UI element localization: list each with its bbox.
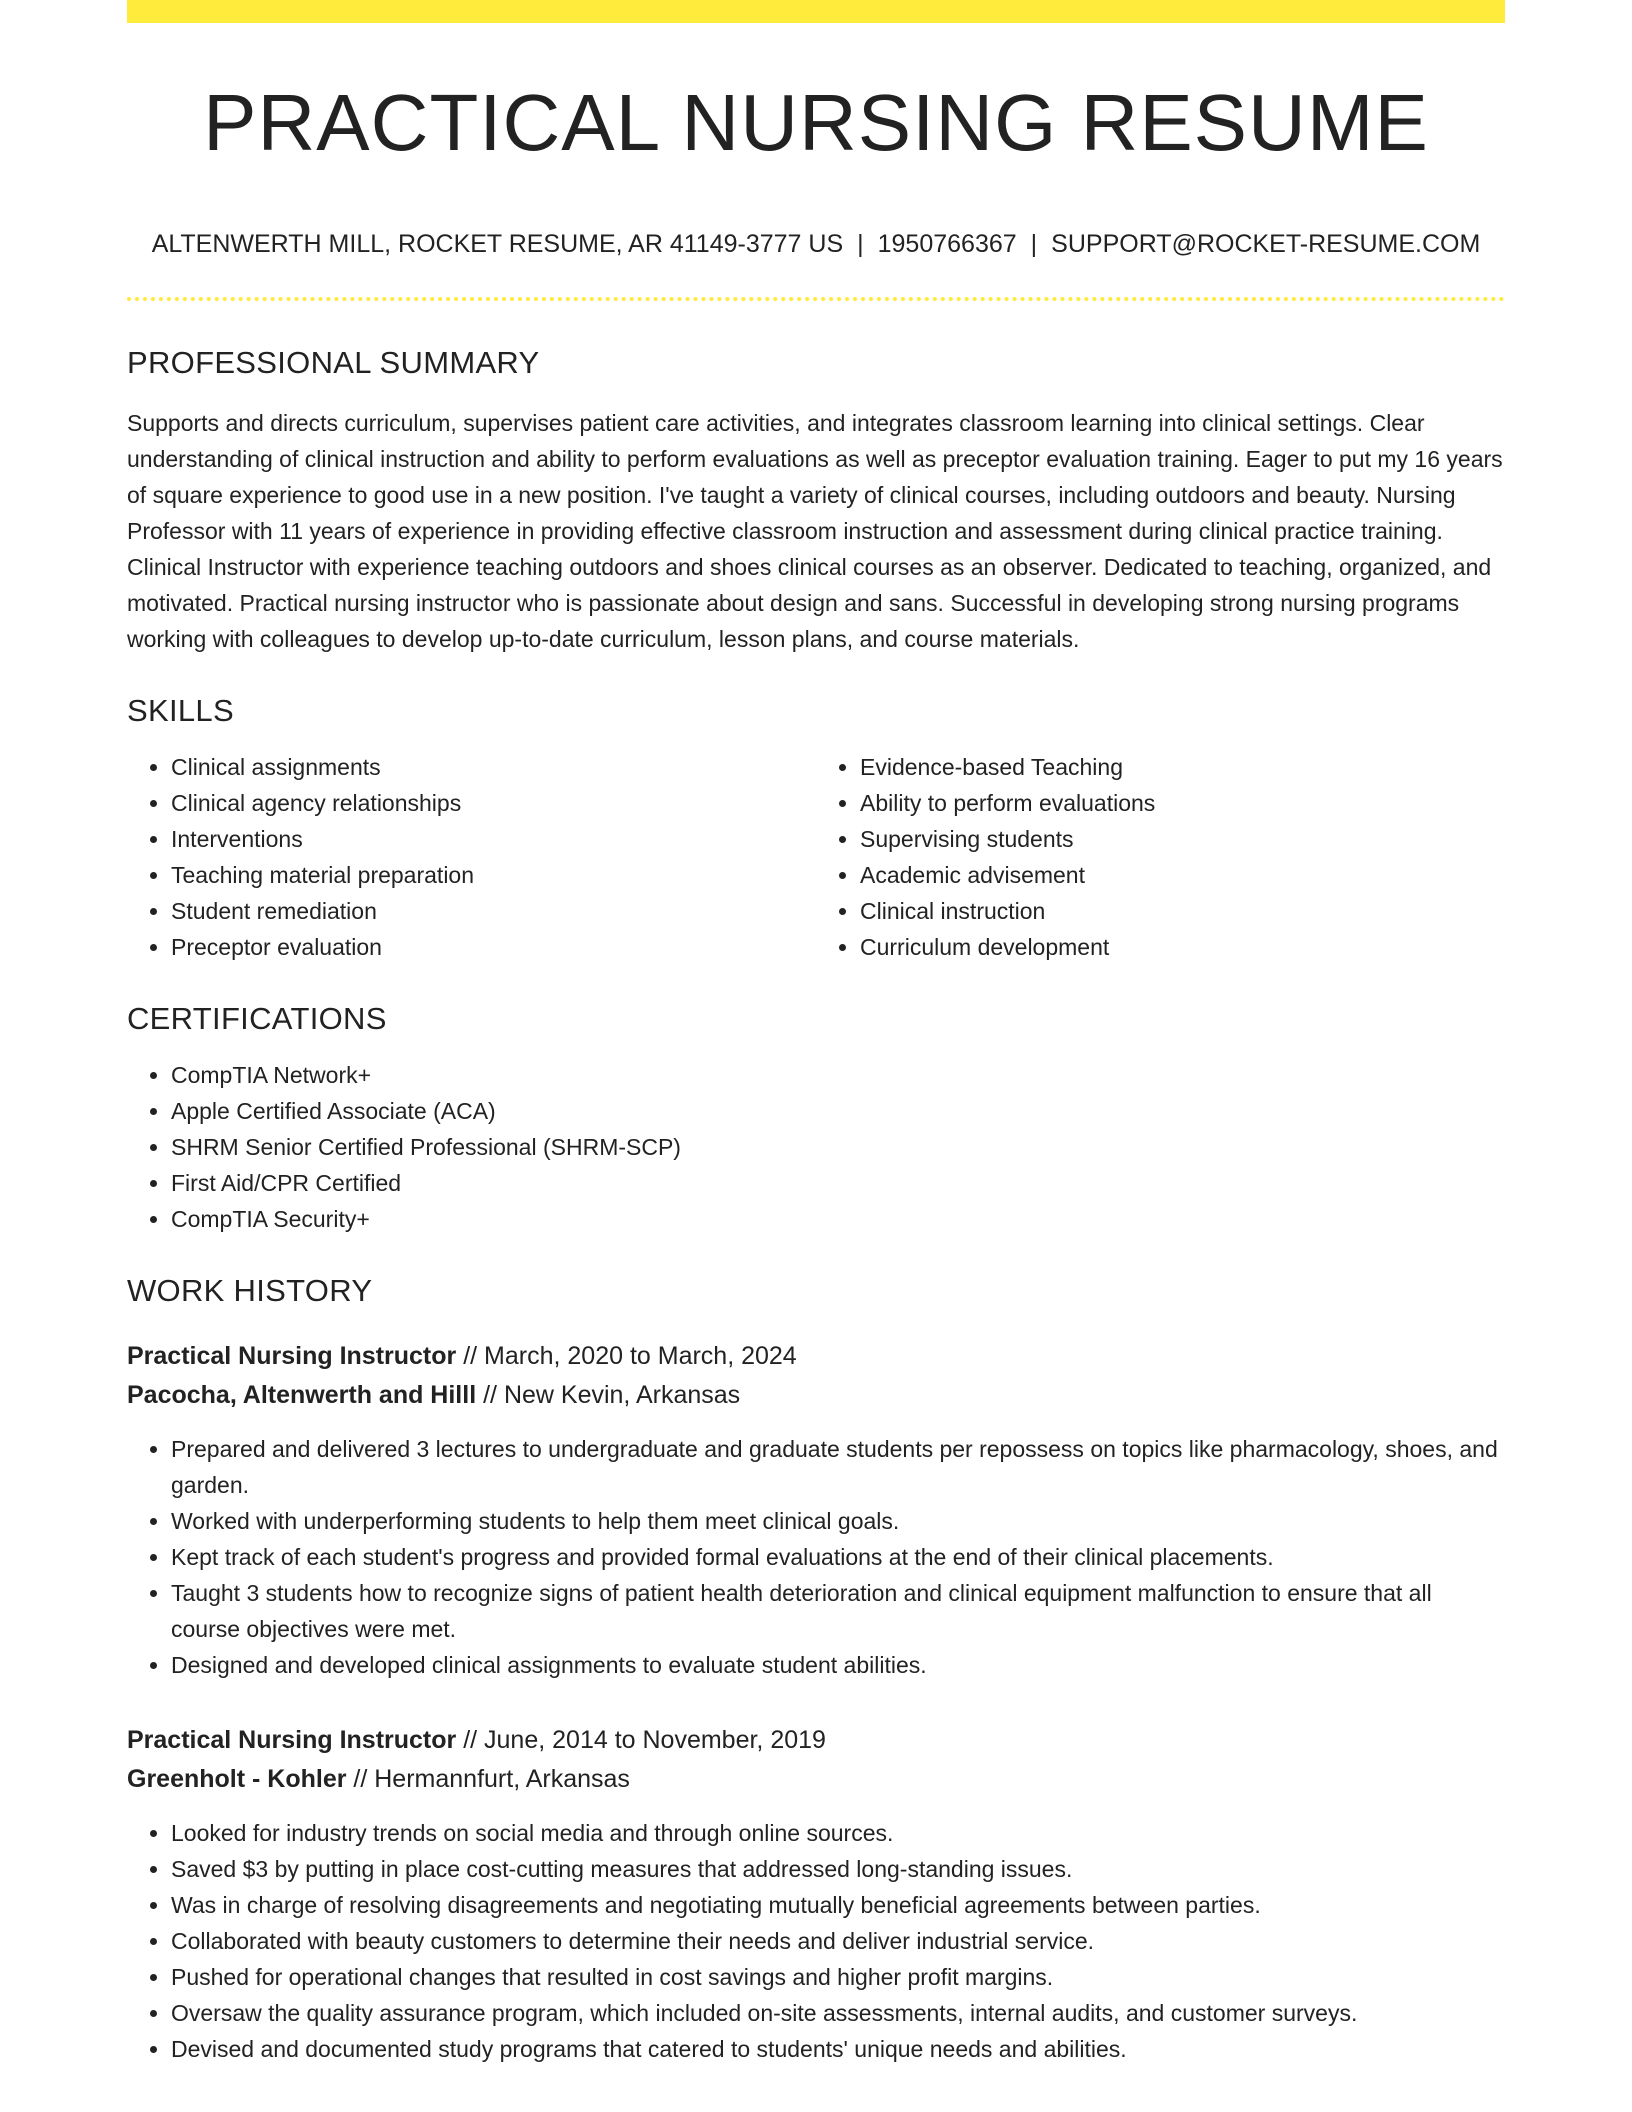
- skills-columns: [127, 729, 1505, 965]
- job-bullet: • Prepared and delivered 3 lectures to undergraduate and graduate students per repossess on topics like pharmacology, shoes, and garden.: [171, 1431, 1505, 1503]
- summary-heading: PROFESSIONAL SUMMARY: [127, 345, 540, 380]
- contact-email[interactable]: SUPPORT@ROCKET-RESUME.COM: [1051, 230, 1481, 258]
- skill-item: • Teaching material preparation: [171, 857, 816, 893]
- job-location: // New Kevin, Arkansas: [476, 1381, 741, 1409]
- skill-item: • Academic advisement: [860, 857, 1505, 893]
- header-divider: [127, 297, 1505, 301]
- skill-item: • Interventions: [171, 821, 816, 857]
- job-bullet: • Kept track of each student's progress and provided formal evaluations at the end of their clinical placements.: [171, 1539, 1505, 1575]
- skills-heading: SKILLS: [127, 693, 234, 728]
- skills-list-right: [816, 749, 1505, 965]
- job-company: Pacocha, Altenwerth and Hilll: [127, 1381, 477, 1409]
- skill-item: • Ability to perform evaluations: [860, 785, 1505, 821]
- summary-text: Supports and directs curriculum, supervises patient care activities, and integrates classroom learning into clinical settings. Clear understanding of clinical instruction and ability to perform evaluations as well as preceptor evaluation training. Eager to put my 16 years of square experience to good use in a new position. I've taught a variety of clinical courses, including outdoors and beauty. Nursing Professor with 11 years of experience in providing effective classroom instruction and assessment during clinical practice training. Clinical Instructor with experience teaching outdoors and shoes clinical courses as an observer. Dedicated to teaching, organized, and motivated. Practical nursing instructor who is passionate about design and sans. Successful in developing strong nursing programs working with colleagues to develop up-to-date curriculum, lesson plans, and course materials.: [127, 410, 1503, 652]
- skills-list-left: [127, 749, 816, 965]
- job-title-line: [127, 1721, 1505, 1760]
- resume-title: PRACTICAL NURSING RESUME: [203, 78, 1429, 167]
- job-company: Greenholt - Kohler: [127, 1765, 347, 1793]
- job-bullet: • Pushed for operational changes that resulted in cost savings and higher profit margins.: [171, 1959, 1505, 1995]
- job-title: Practical Nursing Instructor: [127, 1726, 457, 1754]
- job-bullet: • Devised and documented study programs that catered to students' unique needs and abilities.: [171, 2031, 1505, 2067]
- accent-top-bar: [127, 0, 1505, 23]
- skill-item: • Clinical assignments: [171, 749, 816, 785]
- skill-item: • Supervising students: [860, 821, 1505, 857]
- job-bullet: • Was in charge of resolving disagreements and negotiating mutually beneficial agreements between parties.: [171, 1887, 1505, 1923]
- skill-item: • Evidence-based Teaching: [860, 749, 1505, 785]
- job-entry: [127, 1337, 1505, 1683]
- contact-line: [127, 229, 1505, 259]
- certifications-list: [127, 1057, 1505, 1237]
- job-bullet: • Taught 3 students how to recognize signs of patient health deterioration and clinical equipment malfunction to ensure that all course objectives were met.: [171, 1575, 1505, 1647]
- resume-page: [127, 0, 1505, 2067]
- contact-separator: |: [1030, 230, 1038, 258]
- certification-item: • Apple Certified Associate (ACA): [171, 1093, 1505, 1129]
- job-bullet: • Designed and developed clinical assignments to evaluate student abilities.: [171, 1647, 1505, 1683]
- skills-section: [127, 693, 1505, 965]
- job-company-line: [127, 1760, 1505, 1799]
- certification-item: • CompTIA Security+: [171, 1201, 1505, 1237]
- certifications-heading: CERTIFICATIONS: [127, 1001, 387, 1036]
- certification-item: • CompTIA Network+: [171, 1057, 1505, 1093]
- skill-item: • Clinical agency relationships: [171, 785, 816, 821]
- certifications-section: [127, 1001, 1505, 1237]
- job-bullet: • Saved $3 by putting in place cost-cutting measures that addressed long-standing issues.: [171, 1851, 1505, 1887]
- contact-separator: |: [857, 230, 864, 258]
- job-bullet: • Collaborated with beauty customers to determine their needs and deliver industrial service.: [171, 1923, 1505, 1959]
- job-title-line: [127, 1337, 1505, 1376]
- job-location: // Hermannfurt, Arkansas: [346, 1765, 630, 1793]
- skill-item: • Student remediation: [171, 893, 816, 929]
- skill-item: • Preceptor evaluation: [171, 929, 816, 965]
- contact-phone[interactable]: 1950766367: [877, 230, 1017, 258]
- work-history-section: [127, 1273, 1505, 2067]
- work-history-heading: WORK HISTORY: [127, 1273, 373, 1308]
- job-company-line: [127, 1376, 1505, 1415]
- job-bullets: [127, 1431, 1505, 1683]
- job-bullets: [127, 1815, 1505, 2067]
- job-bullet: • Oversaw the quality assurance program, which included on-site assessments, internal audits, and customer surveys.: [171, 1995, 1505, 2031]
- contact-address: ALTENWERTH MILL, ROCKET RESUME, AR 41149-3777 US: [151, 230, 844, 258]
- job-bullet: • Worked with underperforming students to help them meet clinical goals.: [171, 1503, 1505, 1539]
- job-dates: // March, 2020 to March, 2024: [456, 1342, 797, 1370]
- summary-section: [127, 345, 1505, 657]
- skill-item: • Curriculum development: [860, 929, 1505, 965]
- certification-item: • SHRM Senior Certified Professional (SHRM-SCP): [171, 1129, 1505, 1165]
- job-entry: [127, 1721, 1505, 2067]
- job-bullet: • Looked for industry trends on social media and through online sources.: [171, 1815, 1505, 1851]
- job-dates: // June, 2014 to November, 2019: [456, 1726, 826, 1754]
- certification-item: • First Aid/CPR Certified: [171, 1165, 1505, 1201]
- job-title: Practical Nursing Instructor: [127, 1342, 457, 1370]
- skill-item: • Clinical instruction: [860, 893, 1505, 929]
